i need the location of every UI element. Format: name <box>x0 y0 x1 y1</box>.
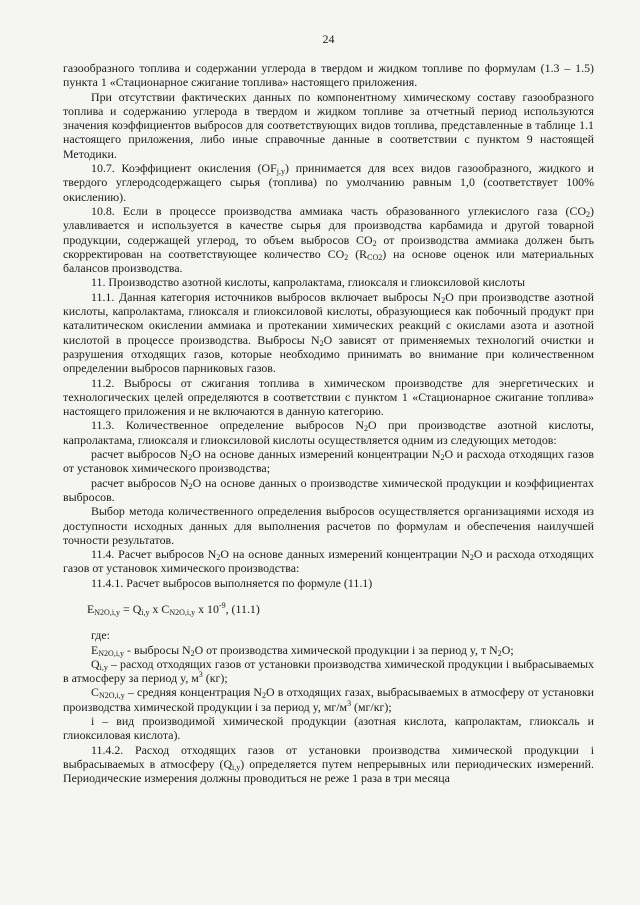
paragraph-list <box>63 61 594 590</box>
definition-item: $Q_{i,y}$ – расход отходящих газов от установки производства химической продукции i выбрасываемых в атмосферу за период y, $м^3$ (кг); <box>63 656 594 686</box>
definition-item: $E_{N2O,i,y}$ - выбросы $N_2O$ от производства химической продукции i за период y, т $N_2O$; <box>91 642 514 658</box>
page-number: 24 <box>322 32 335 46</box>
paragraph: 11.1. Данная категория источников выбросов включает выбросы $N_2O$ при производстве азотной кислоты, капролактама, глиоксаля и глиоксиловой кислоты, образующиеся как побочный продукт при каталитическом окислении аммиака и протекании химических реакций с окислами азота и азотной кислотой в процессе производства. Выбросы $N_2O$ зависят от применяемых технологий очистки и разрушения отходящих газов, которые необходимо принимать во внимание при количественном определении выбросов парниковых газов. <box>63 289 595 376</box>
paragraph: 11.4. Расчет выбросов $N_2O$ на основе данных измерений концентрации $N_2O$ и расхода отходящих газов от установок химического производства: <box>63 547 594 576</box>
definition-item: 11.4.2. Расход отходящих газов от установки производства химической продукции i выбрасываемых в атмосферу $(Q_{i,y})$ определяется путем непрерывных или периодических измерений. Периодические измерения должны проводиться не реже 1 раза в три месяца <box>63 742 595 786</box>
paragraph: При отсутствии фактических данных по компонентному химическому составу газообразного топлива и содержанию углерода в твердом и жидком топливе за отчетный период используются значения коэффициентов выбросов для соответствующих видов топлива, представленные в таблице 1.1 настоящего приложения, либо иные справочные данные в соответствии с пунктом 9 настоящей Методики. <box>63 89 594 161</box>
definition-item: i – вид производимой химической продукции (азотная кислота, капролактам, глиоксаль и глиоксиловая кислота). <box>63 714 594 743</box>
paragraph: газообразного топлива и содержании углерода в твердом и жидком топливе по формулам (1.3 – 1.5) пункта 1 «Стационарное сжигание топлива» настоящего приложения. <box>63 61 594 90</box>
definition-list <box>63 643 594 786</box>
paragraph: Выбор метода количественного определения выбросов осуществляется организациями исходя из доступности исходных данных для выполнения расчетов по формулам и обеспечения наилучшей точности результатов. <box>63 504 594 547</box>
document-body <box>63 61 594 786</box>
paragraph: 11. Производство азотной кислоты, капролактама, глиоксаля и глиоксиловой кислоты <box>91 275 525 290</box>
paragraph: расчет выбросов $N_2O$ на основе данных измерений концентрации $N_2O$ и расхода отходящих газов от установок химического производства; <box>63 447 595 476</box>
formula-11-1: $E_{N2O,i,y} = Q_{i,y}$ x $C_{N2O,i,y}$ x $10^{-9}$, (11.1) <box>87 600 260 617</box>
paragraph: 10.7. Коэффициент окисления $(OF_{j,y})$ принимается для всех видов газообразного, жидкого и твердого углеродсодержащего сырья (топлива) по умолчанию равным 1,0 (соответствует 100% окислению). <box>63 161 595 204</box>
paragraph: 10.8. Если в процессе производства аммиака часть образованного углекислого газа $(CO_2)$ улавливается и используется в качестве сырья для производства карбамида и другой товарной продукции, содержащей углерод, то объем выбросов $CO_2$ от производства аммиака должен быть скорректирован на соответствующее количество $CO_2$ $(R_{CO2})$ на основе оценок или материальных балансов производства. <box>63 203 595 276</box>
where-label: где: <box>91 628 110 643</box>
paragraph: 11.3. Количественное определение выбросов $N_2O$ при производстве азотной кислоты, капролактама, глиоксаля и глиоксиловой кислоты осуществляется одним из следующих методов: <box>63 418 594 447</box>
definition-item: $C_{N2O,i,y}$ – средняя концентрация $N_2O$ в отходящих газах, выбрасываемых в атмосферу от установки производства химической продукции i за период y, $мг/м^3$ (мг/кг); <box>63 685 594 714</box>
paragraph: расчет выбросов $N_2O$ на основе данных о производстве химической продукции и коэффициентах выбросов. <box>63 475 594 504</box>
paragraph: 11.4.1. Расчет выбросов выполняется по формуле (11.1) <box>91 575 373 590</box>
paragraph: 11.2. Выбросы от сжигания топлива в химическом производстве для энергетических и технологических целей определяются в соответствии с пунктом 1 «Стационарное сжигание топлива» настоящего приложения и не включаются в данную категорию. <box>63 375 594 419</box>
